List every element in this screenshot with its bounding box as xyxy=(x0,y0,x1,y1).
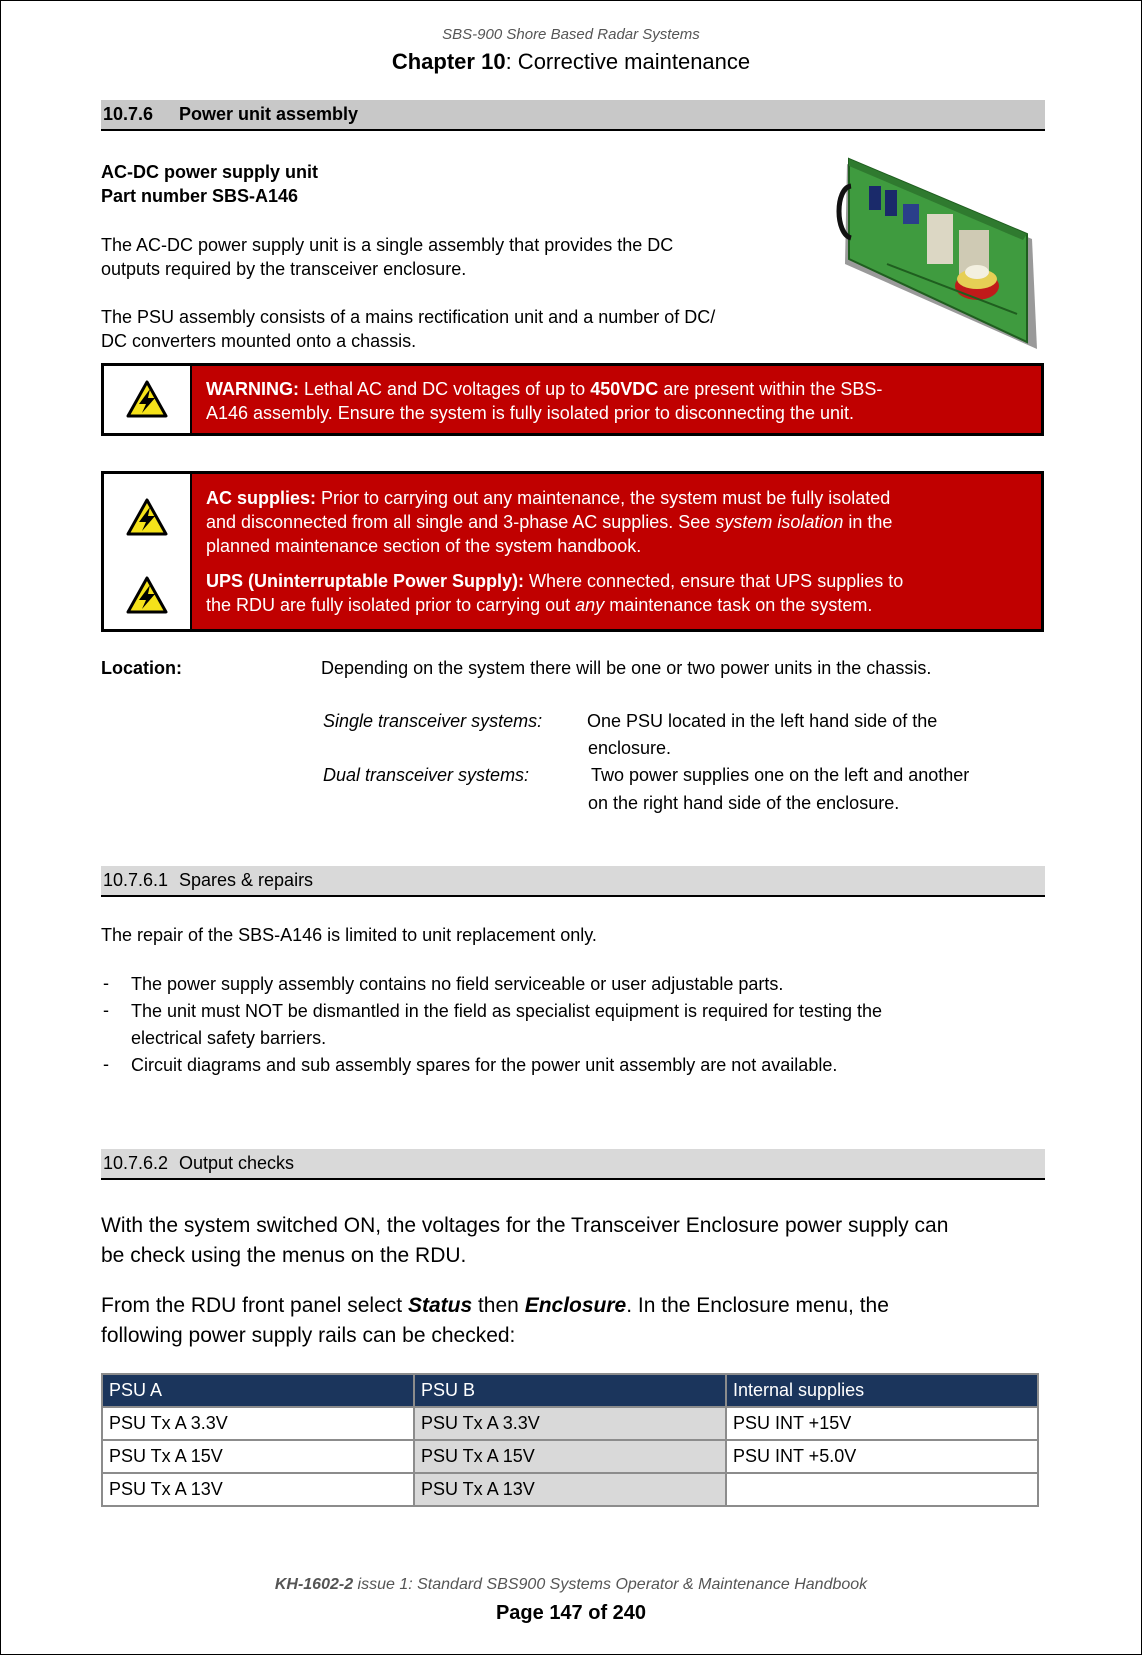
ups-label: UPS (Uninterruptable Power Supply): xyxy=(206,571,525,591)
ac-ups-icon-column xyxy=(104,474,192,629)
spares-bullet-3: Circuit diagrams and sub assembly spares for the power unit assembly are not available. xyxy=(131,1055,838,1075)
table-row xyxy=(102,1440,1038,1473)
header-product: SBS-900 Shore Based Radar Systems xyxy=(442,26,700,43)
warning-line2: A146 assembly. Ensure the system is fully isolated prior to disconnecting the unit. xyxy=(206,403,854,423)
power-rails-table xyxy=(101,1373,1039,1507)
ac-line2-b: in the xyxy=(843,512,893,532)
location-label: Location: xyxy=(101,658,182,678)
table-header-cell: PSU B xyxy=(414,1374,726,1407)
footer-doc xyxy=(1,1576,1141,1594)
table-cell: PSU Tx A 13V xyxy=(414,1473,726,1506)
system-isolation-link: system isolation xyxy=(715,512,844,532)
spares-heading xyxy=(101,866,1045,897)
warning-box xyxy=(101,363,1044,436)
ac-line2-a: and disconnected from all single and 3-phase AC supplies. See xyxy=(206,512,716,532)
output-p2-line2: following power supply rails can be checked: xyxy=(101,1324,516,1347)
ups-line2-a: the RDU are fully isolated prior to carrying out xyxy=(206,595,576,615)
dual-transceiver-line1: Two power supplies one on the left and another xyxy=(591,765,970,785)
output-heading xyxy=(101,1149,1045,1180)
unit-part-number: Part number SBS-A146 xyxy=(101,186,299,206)
warning-triangle-icon xyxy=(126,576,168,614)
location-text: Depending on the system there will be one or two power units in the chassis. xyxy=(321,658,932,678)
enclosure-menu-name: Enclosure xyxy=(524,1294,627,1317)
status-menu-name: Status xyxy=(407,1294,473,1317)
bullet-marker: - xyxy=(103,1000,109,1020)
table-cell: PSU Tx A 13V xyxy=(102,1473,414,1506)
spares-bullet-1: The power supply assembly contains no field serviceable or user adjustable parts. xyxy=(131,974,784,994)
warning-triangle-icon xyxy=(126,498,168,536)
table-cell: PSU INT +5.0V xyxy=(726,1440,1038,1473)
section-title: Power unit assembly xyxy=(179,104,359,124)
chapter-title: : Corrective maintenance xyxy=(505,49,751,74)
spares-title: Spares & repairs xyxy=(179,870,314,890)
table-header-cell: PSU A xyxy=(102,1374,414,1407)
dual-transceiver-label: Dual transceiver systems: xyxy=(323,765,530,785)
table-row xyxy=(102,1407,1038,1440)
bullet-marker: - xyxy=(103,1054,109,1074)
spares-bullet-2-line2: electrical safety barriers. xyxy=(131,1028,327,1048)
table-cell: PSU Tx A 15V xyxy=(414,1440,726,1473)
output-p2-a: From the RDU front panel select xyxy=(101,1294,408,1317)
spares-intro: The repair of the SBS-A146 is limited to unit replacement only. xyxy=(101,925,597,945)
unit-para2-line2: DC converters mounted onto a chassis. xyxy=(101,331,417,351)
footer-doc-rest: issue 1: Standard SBS900 Systems Operator & Maintenance Handbook xyxy=(353,1576,868,1593)
dual-transceiver-line2: on the right hand side of the enclosure. xyxy=(588,793,900,813)
output-title: Output checks xyxy=(179,1153,295,1173)
warning-text-b: are present within the SBS- xyxy=(658,379,883,399)
bullet-marker: - xyxy=(103,973,109,993)
ac-line3: planned maintenance section of the system handbook. xyxy=(206,536,642,556)
table-cell: PSU INT +15V xyxy=(726,1407,1038,1440)
single-transceiver-line2: enclosure. xyxy=(588,738,672,758)
ups-line2-b: maintenance task on the system. xyxy=(604,595,873,615)
ac-ups-text xyxy=(192,474,1041,629)
unit-para1-line2: outputs required by the transceiver enclosure. xyxy=(101,259,467,279)
output-number: 10.7.6.2 xyxy=(103,1153,169,1173)
unit-para2-line1: The PSU assembly consists of a mains rectification unit and a number of DC/ xyxy=(101,307,716,327)
footer-page-number: Page 147 of 240 xyxy=(495,1602,647,1624)
header-chapter xyxy=(1,49,1141,75)
table-header-cell: Internal supplies xyxy=(726,1374,1038,1407)
output-p2-b: then xyxy=(472,1294,525,1317)
warning-text-a: Lethal AC and DC voltages of up to xyxy=(299,379,591,399)
ac-label: AC supplies: xyxy=(206,488,317,508)
table-row xyxy=(102,1473,1038,1506)
output-p2-c: . In the Enclosure menu, the xyxy=(626,1294,889,1317)
footer-doc-id: KH-1602-2 xyxy=(274,1576,354,1593)
ups-line1: Where connected, ensure that UPS supplies to xyxy=(524,571,904,591)
table-cell xyxy=(726,1473,1038,1506)
spares-number: 10.7.6.1 xyxy=(103,870,169,890)
ups-any-emphasis: any xyxy=(575,595,605,615)
output-p1-line1: With the system switched ON, the voltages for the Transceiver Enclosure power supply can xyxy=(101,1214,949,1237)
spares-bullet-2-line1: The unit must NOT be dismantled in the field as specialist equipment is required for testing the xyxy=(131,1001,883,1021)
output-p2-line1 xyxy=(101,1294,889,1318)
psu-assembly-image xyxy=(827,154,1045,354)
table-cell: PSU Tx A 3.3V xyxy=(414,1407,726,1440)
section-number: 10.7.6 xyxy=(103,104,154,124)
warning-text xyxy=(192,366,1041,433)
warning-label: WARNING: xyxy=(206,379,299,399)
output-p1-line2: be check using the menus on the RDU. xyxy=(101,1244,467,1267)
warning-triangle-icon xyxy=(126,380,168,418)
ac-ups-box xyxy=(101,471,1044,632)
unit-name: AC-DC power supply unit xyxy=(101,162,318,182)
warning-voltage: 450VDC xyxy=(590,379,659,399)
ac-line1: Prior to carrying out any maintenance, the system must be fully isolated xyxy=(316,488,891,508)
chapter-label: Chapter 10 xyxy=(391,49,506,74)
table-header-row xyxy=(102,1374,1038,1407)
section-heading xyxy=(101,100,1045,131)
single-transceiver-line1: One PSU located in the left hand side of the xyxy=(587,711,938,731)
warning-icon-column xyxy=(104,366,192,433)
table-cell: PSU Tx A 15V xyxy=(102,1440,414,1473)
unit-para1-line1: The AC-DC power supply unit is a single assembly that provides the DC xyxy=(101,235,674,255)
table-cell: PSU Tx A 3.3V xyxy=(102,1407,414,1440)
single-transceiver-label: Single transceiver systems: xyxy=(323,711,543,731)
